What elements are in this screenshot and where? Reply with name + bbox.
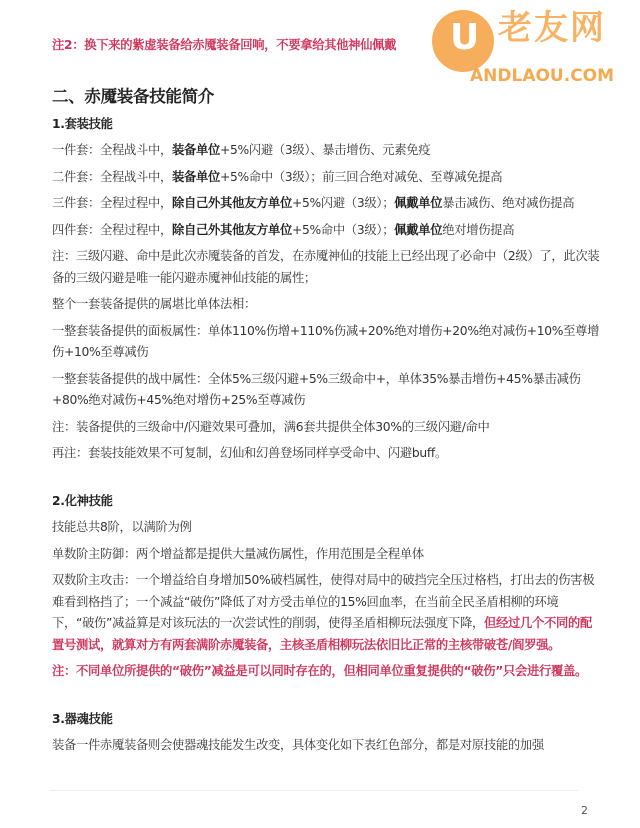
note-poshang [52,661,600,683]
text: 一件套：全程战斗中， [52,143,172,157]
text: 1.套装技能 [52,116,113,131]
note-stack [52,417,600,439]
page-divider [50,790,578,791]
text: +5%闪避（3级）； [291,196,395,210]
text: 技能总共8阶，以满阶为例 [52,520,192,534]
text: +5%闪避（3级）、暴击增伤、元素免疫 [219,143,431,157]
note-no-copy [52,443,600,465]
set-2-piece [52,167,600,189]
set-compare [52,294,600,316]
logo-mark: U [450,17,480,58]
qihun-desc [52,735,600,757]
highlight-text: 但经过几个不同的配置号测试，就算对方有两套满阶赤魇装备，主核圣盾相柳玩法依旧比正常的主核带破苍/阎罗强。 [52,616,593,652]
text: 四件套：全程过程中， [52,222,172,237]
huashen-levels [52,517,600,539]
text: 绝对增伤提高 [442,222,515,237]
text: 一整套装备提供的战中属性：全体5%三级闪避+5%三级命中+，单体35%暴击增伤+45%暴击减伤+80%绝对减伤+45%绝对增伤+25%至尊减伤 [52,371,581,407]
bold-text: 装备单位 [171,143,220,157]
text: 2.化神技能 [52,493,113,508]
text: +5%命中（3级）； [291,222,395,237]
text: 3.器魂技能 [52,711,113,726]
text: +5%命中（3级）；前三回合绝对减免、至尊减免提高 [219,169,503,184]
text: 二、赤魇装备技能简介 [52,86,215,106]
highlight-text: 注：不同单位所提供的“破伤”减益是可以同时存在的，但相同单位重复提供的“破伤”只会进行覆盖。 [52,664,587,678]
text: 注：装备提供的三级命中/闪避效果可叠加，满6套共提供全体30%的三级闪避/命中 [52,419,490,434]
bold-text: 装备单位 [171,169,220,184]
subsection-huashen [52,491,600,513]
text: 二件套：全程战斗中， [52,169,172,184]
bold-text: 佩戴单位 [394,222,443,237]
document-content [52,35,600,762]
text: 暴击减伤、绝对减伤提高 [442,196,575,210]
text: 再注：套装技能效果不可复制，幻仙和幻兽登场同样享受命中、闪避buff。 [52,446,447,460]
bold-text: 除自己外其他友方单位 [171,222,292,237]
text: 三件套：全程过程中， [52,196,172,210]
subsection-set-skills [52,114,600,136]
note-2 [52,35,600,57]
text: 装备一件赤魇装备则会使器魂技能发生改变，具体变化如下表红色部分，都是对原技能的加强 [52,738,544,752]
note-level3 [52,246,600,289]
section-title [52,85,600,109]
battle-attributes [52,369,600,412]
set-3-piece [52,193,600,215]
panel-attributes [52,321,600,364]
set-4-piece [52,220,600,242]
text: 一整套装备提供的面板属性：单体110%伤增+110%伤减+20%绝对增伤+20%绝对减伤+10%至尊增伤+10%至尊减伤 [52,323,600,359]
text: 整个一套装备提供的属堪比单体法相： [52,297,256,311]
text: 注：三级闪避、命中是此次赤魇装备的首发，在赤魇神仙的技能上已经出现了必命中（2级）了，此次装备的三级闪避是唯一能闪避赤魇神仙技能的属性； [52,249,600,285]
text: 单数阶主防御：两个增益都是提供大量减伤属性，作用范围是全程单体 [52,546,424,561]
highlight-text: 注2：换下来的紫虚装备给赤魇装备回响，不要拿给其他神仙佩戴 [52,38,397,52]
bold-text: 除自己外其他友方单位 [171,196,292,210]
bold-text: 佩戴单位 [394,196,443,210]
text: 双数阶主攻击：一个增益给自身增加50%破档属性，使得对局中的破挡完全压过格档，打出去的伤害极难看到格挡了；一个减益“破伤”降低了对方受击单位的15%回血率，在当前全民圣盾相柳的环境下，“破伤”减益算是对该玩法的一次尝试性的削弱，使得圣盾相柳玩法强度下降， [52,573,595,630]
logo-domain: ANDLAOU.COM [470,66,615,86]
logo-name: 老友网 [498,8,606,48]
page-number: 2 [581,804,588,817]
subsection-qihun [52,709,600,731]
huashen-odd [52,544,600,566]
huashen-even [52,570,600,656]
set-1-piece [52,140,600,162]
